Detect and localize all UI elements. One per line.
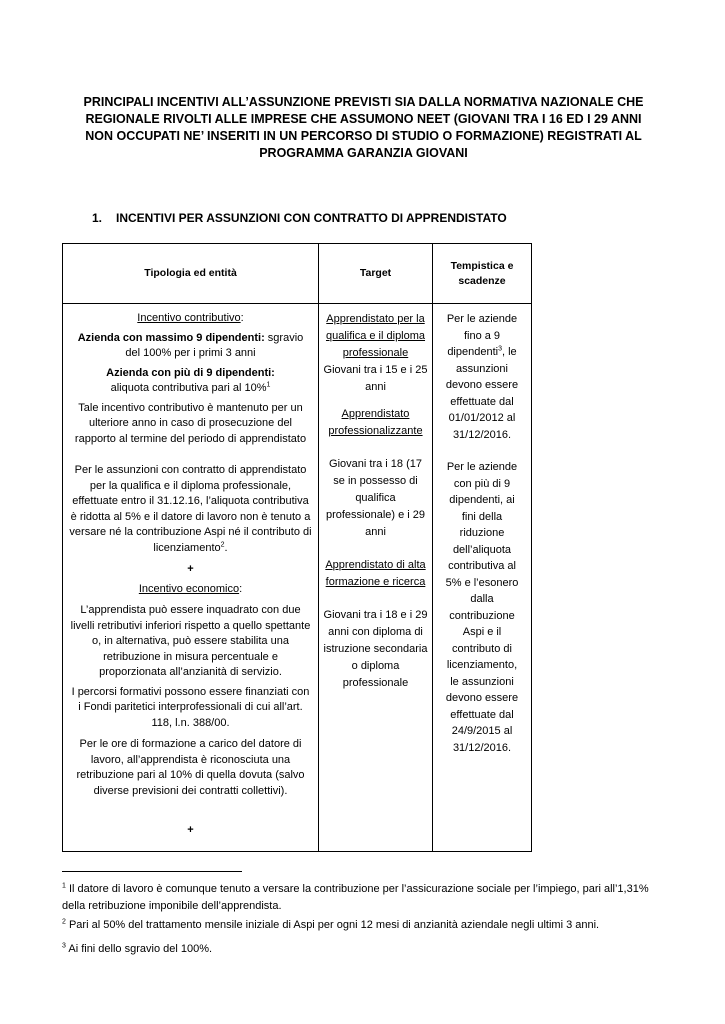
header-tipologia: Tipologia ed entità	[63, 244, 319, 304]
extension-text: Tale incentivo contributivo è mantenuto per un ulteriore anno in caso di prosecuzione del rapporto al termine del periodo di apprendistato	[74, 401, 307, 445]
training-hours-text: Per le ore di formazione a carico del datore di lavoro, all’apprendista è riconosciuta una retribuzione pari al 10% di quella dovuta (salvo diverse previsioni dei contratti collettivi).	[76, 738, 305, 797]
economic-incentive-heading: Incentivo economico:	[138, 582, 243, 595]
cell-tipologia	[63, 304, 319, 852]
footnote-3: $^3$ Ai fini dello sgravio del 100%.	[62, 942, 213, 955]
footnote-2: $^2$ Pari al 50% del trattamento mensile iniziale di Aspi per ogni 12 mesi di anzianità aziendale negli ultimi 3 anni.	[62, 918, 600, 931]
footnote-ref-1: 1	[266, 381, 271, 389]
section-heading	[92, 211, 507, 225]
cell-target	[319, 304, 433, 852]
training-funds-text: I percorsi formativi possono essere finanziati con i Fondi paritetici interprofessionali di cui all’art. 118, l.n. 388/00.	[71, 685, 310, 729]
target-professionalizzante-heading: Apprendistato professionalizzante	[328, 408, 423, 437]
qualification-text: Per le assunzioni con contratto di apprendistato per la qualifica e il diploma professionale, effettuate entro il 31.12.16, l’aliquota contributiva è ridotta al 5% e il datore di lavoro non è tenuto a versare né la contribuzione Aspi né il contributo di licenziamento$^2$.	[69, 464, 312, 554]
plus-separator: +	[187, 563, 194, 575]
incentives-table	[62, 243, 532, 852]
section-title: INCENTIVI PER ASSUNZIONI CON CONTRATTO DI APPRENDISTATO	[116, 211, 507, 225]
target-professionalizzante-text: Giovani tra i 18 (17 se in possesso di qualifica professionale) e i 29 anni	[325, 458, 426, 538]
footnote-1: $^1$ Il datore di lavoro è comunque tenuto a versare la contribuzione per l’assicurazione sociale per l’impiego, pari all’1,31% della retribuzione imponibile dell’apprendista.	[62, 882, 649, 912]
section-number: 1.	[92, 211, 103, 225]
footnote-ref-2: 2	[220, 540, 225, 548]
footnote-separator	[62, 871, 242, 872]
target-alta-formazione-text: Giovani tra i 18 e i 29 anni con diploma di istruzione secondaria o diploma professionale	[323, 609, 428, 689]
cell-tempistica	[433, 304, 532, 852]
large-company-heading: Azienda con più di 9 dipendenti:	[106, 366, 275, 379]
contributory-incentive-heading: Incentivo contributivo:	[137, 312, 244, 324]
plus-separator-bottom: +	[187, 824, 194, 836]
timing-large-company: Per le aziende con più di 9 dipendenti, ai fini della riduzione dell’aliquota contributiva al 5% e l’esonero dalla contribuzione Aspi e il contributo di licenziamento, le assunzioni devono essere effettuate dal 24/9/2015 al 31/12/2016.	[445, 461, 519, 754]
footnote-ref-3: 3	[498, 345, 502, 353]
table-body-row	[63, 304, 532, 852]
target-qualifica-heading: Apprendistato per la qualifica e il diploma professionale	[325, 313, 426, 359]
target-alta-formazione-heading: Apprendistato di alta formazione e ricerca	[325, 559, 426, 588]
header-tempistica: Tempistica e scadenze	[433, 244, 532, 304]
small-company-text: Azienda con massimo 9 dipendenti: sgravio del 100% per i primi 3 anni	[77, 331, 304, 359]
timing-small-company: Per le aziende fino a 9 dipendenti$^3$, le assunzioni devono essere effettuate dal 01/01/2012 al 31/12/2016.	[445, 313, 519, 441]
document-title: PRINCIPALI INCENTIVI ALL’ASSUNZIONE PREVISTI SIA DALLA NORMATIVA NAZIONALE CHE REGIONALE RIVOLTI ALLE IMPRESE CHE ASSUMONO NEET (GIOVANI TRA I 16 ED I 29 ANNI NON OCCUPATI NE’ INSERITI IN UN PERCORSO DI STUDIO O FORMAZIONE) REGISTRATI AL PROGRAMMA GARANZIA GIOVANI	[83, 95, 644, 160]
table-header-row	[63, 244, 532, 304]
header-target: Target	[319, 244, 433, 304]
salary-levels-text: L’apprendista può essere inquadrato con due livelli retributivi inferiori rispetto a quello spettante o, in alternativa, può essere stabilita una retribuzione in misura percentuale e proporzionata all’anzianità di servizio.	[70, 604, 311, 678]
large-company-text: aliquota contributiva pari al 10%$^1$	[110, 381, 271, 394]
target-qualifica-text: Giovani tra i 15 e i 25 anni	[323, 364, 428, 393]
